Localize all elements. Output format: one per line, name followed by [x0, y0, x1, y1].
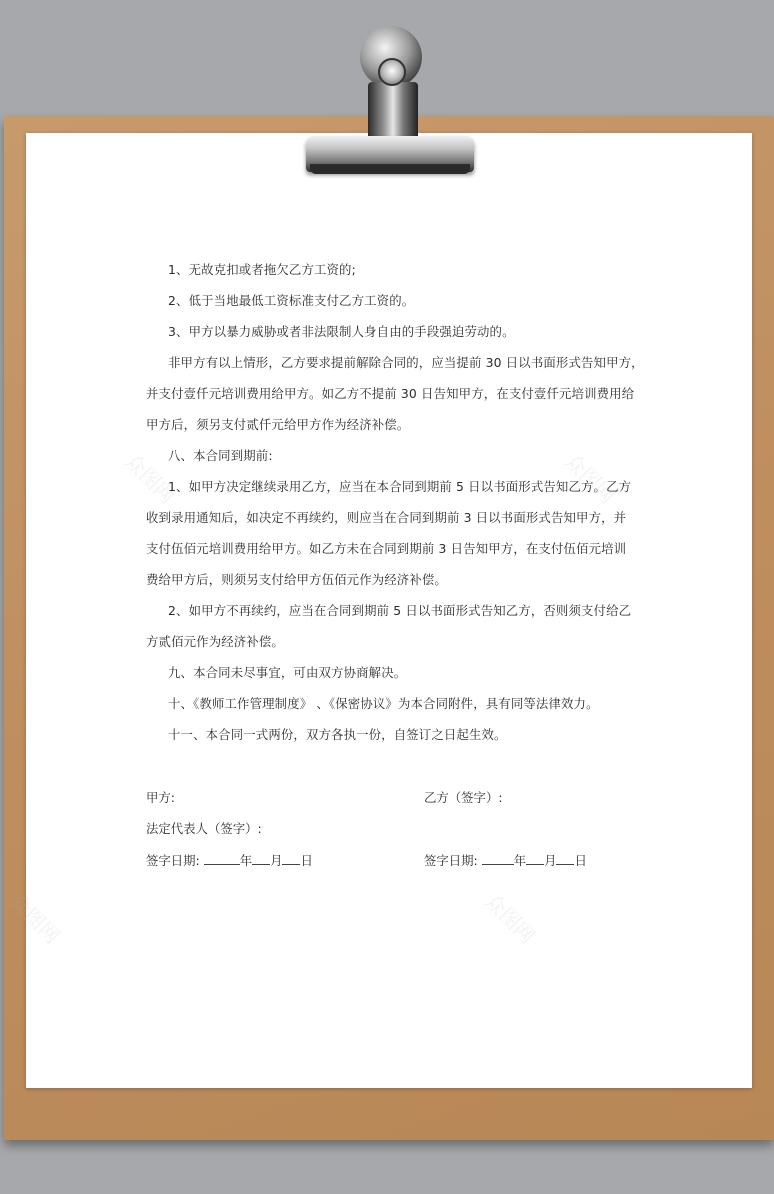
- date-label: 签字日期:: [146, 853, 200, 868]
- clause-line: 方贰佰元作为经济补偿。: [146, 634, 284, 649]
- year-label: 年: [239, 853, 253, 868]
- month-blank[interactable]: [526, 852, 544, 865]
- signing-date-b: [424, 852, 587, 869]
- clause-line: 非甲方有以上情形，乙方要求提前解除合同的，应当提前 30 日以书面形式告知甲方，: [168, 355, 644, 370]
- day-label: 日: [300, 853, 313, 868]
- clause-line: 并支付壹仟元培训费用给甲方。如乙方不提前 30 日告知甲方，在支付壹仟元培训费用给: [146, 386, 635, 401]
- month-blank[interactable]: [252, 852, 270, 865]
- day-blank[interactable]: [282, 852, 300, 865]
- day-label: 日: [574, 853, 587, 868]
- day-blank[interactable]: [556, 852, 574, 865]
- clause-line: 支付伍佰元培训费用给甲方。如乙方未在合同到期前 3 日告知甲方，在支付伍佰元培训: [146, 541, 627, 556]
- section-heading: 十一、本合同一式两份，双方各执一份，自签订之日起生效。: [168, 727, 507, 742]
- section-heading: 八、本合同到期前:: [168, 448, 273, 463]
- clause-line: 2、低于当地最低工资标准支付乙方工资的。: [168, 293, 415, 308]
- clause-line: 收到录用通知后，如决定不再续约，则应当在合同到期前 3 日以书面形式告知甲方，并: [146, 510, 627, 525]
- clause-line: 1、如甲方决定继续录用乙方，应当在本合同到期前 5 日以书面形式告知乙方。乙方: [168, 479, 632, 494]
- month-label: 月: [544, 853, 557, 868]
- binder-clip: [300, 26, 480, 176]
- watermark: 众图网: [120, 448, 180, 509]
- year-label: 年: [513, 853, 527, 868]
- clause-line: 3、甲方以暴力威胁或者非法限制人身自由的手段强迫劳动的。: [168, 324, 515, 339]
- watermark: 众图网: [560, 448, 620, 509]
- year-blank[interactable]: [204, 852, 240, 865]
- section-heading: 十、《教师工作管理制度》 、《保密协议》为本合同附件，具有同等法律效力。: [168, 696, 599, 711]
- clause-line: 1、无故克扣或者拖欠乙方工资的;: [168, 262, 356, 277]
- date-label: 签字日期:: [424, 853, 478, 868]
- party-a-label: 甲方:: [146, 790, 175, 805]
- watermark: 众图网: [5, 888, 65, 949]
- clause-line: 费给甲方后，则须另支付给甲方伍佰元作为经济补偿。: [146, 572, 447, 587]
- month-label: 月: [270, 853, 283, 868]
- section-heading: 九、本合同未尽事宜，可由双方协商解决。: [168, 665, 407, 680]
- clause-line: 2、如甲方不再续约，应当在合同到期前 5 日以书面形式告知乙方，否则须支付给乙: [168, 603, 632, 618]
- signing-date-a: [146, 852, 313, 869]
- year-blank[interactable]: [482, 852, 514, 865]
- clause-line: 甲方后，须另支付贰仟元给甲方作为经济补偿。: [146, 417, 410, 432]
- legal-rep-label: 法定代表人（签字）:: [146, 821, 262, 836]
- watermark: 众图网: [480, 888, 540, 949]
- party-b-label: 乙方（签字）:: [424, 790, 503, 805]
